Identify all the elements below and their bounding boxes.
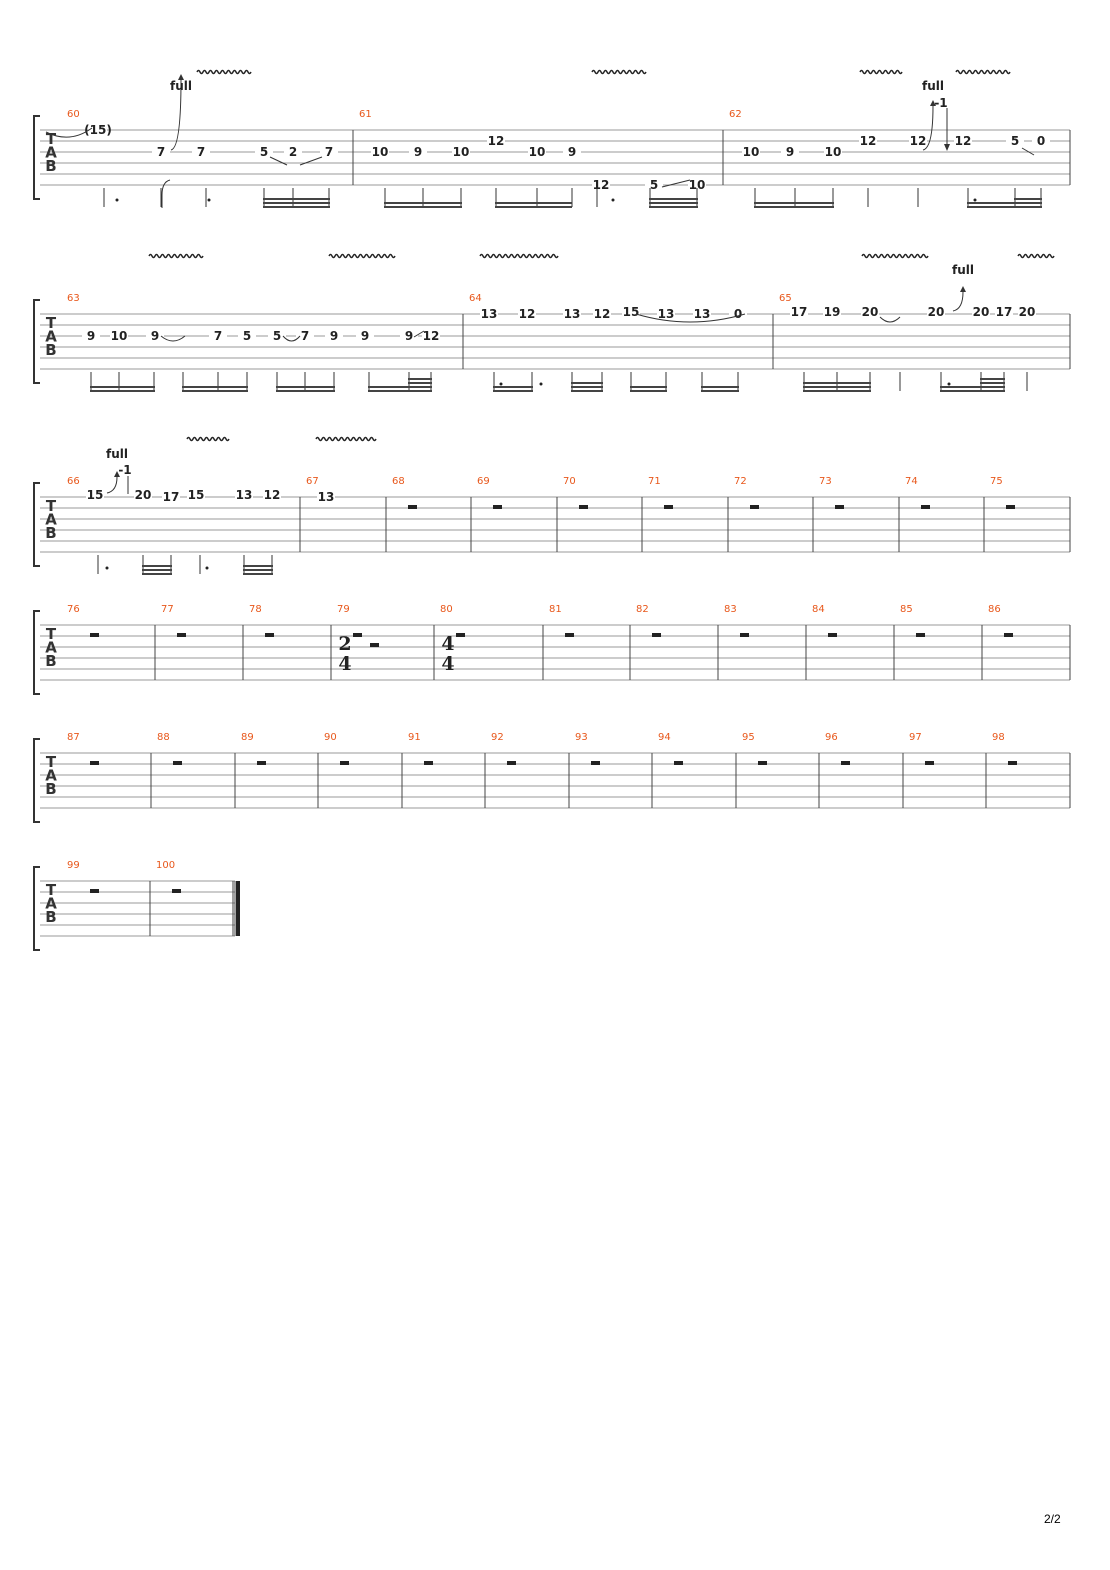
- system-bracket: [34, 300, 40, 383]
- fret-number: 17: [790, 305, 808, 319]
- measure-number: 92: [491, 732, 504, 743]
- page-number: 2/2: [1044, 1512, 1061, 1526]
- tab-clef-letter: B: [45, 341, 57, 359]
- vibrato-mark: [1018, 255, 1054, 258]
- slide: [270, 157, 287, 165]
- tie: [161, 336, 185, 341]
- note-beam: [263, 198, 330, 200]
- note-beam: [493, 390, 533, 392]
- measure-number: 82: [636, 604, 649, 615]
- rest: [456, 633, 465, 637]
- dot: [500, 383, 503, 386]
- measure-number: 98: [992, 732, 1005, 743]
- rest: [750, 505, 759, 509]
- note-beam: [495, 206, 572, 208]
- fret-number: 7: [324, 145, 334, 159]
- measure-number: 91: [408, 732, 421, 743]
- fret-number: 7: [300, 329, 310, 343]
- note-beam: [408, 390, 432, 392]
- bend-curve: [953, 292, 963, 311]
- fret-number: 9: [329, 329, 339, 343]
- rest: [674, 761, 683, 765]
- measure-number: 75: [990, 476, 1003, 487]
- note-beam: [243, 573, 273, 575]
- fret-number: 10: [688, 178, 706, 192]
- measure-number: 88: [157, 732, 170, 743]
- fret-number: 13: [317, 490, 335, 504]
- note-beam: [384, 206, 462, 208]
- measure-number: 70: [563, 476, 576, 487]
- rest: [565, 633, 574, 637]
- fret-number: 12: [518, 307, 536, 321]
- slide: [662, 180, 690, 187]
- measure-number: 73: [819, 476, 832, 487]
- bend-release-label: -1: [934, 96, 948, 110]
- rest: [177, 633, 186, 637]
- rest: [370, 643, 379, 647]
- time-signature-top: 2: [338, 633, 352, 655]
- vibrato-mark: [316, 438, 376, 441]
- rest: [1006, 505, 1015, 509]
- note-beam: [384, 202, 462, 204]
- note-beam: [649, 198, 698, 200]
- tab-clef-letter: A: [45, 766, 57, 785]
- rest: [916, 633, 925, 637]
- note-beam: [243, 565, 273, 567]
- measure-number: 100: [156, 860, 176, 871]
- measure-number: 90: [324, 732, 337, 743]
- measure-number: 95: [742, 732, 755, 743]
- dot: [106, 567, 109, 570]
- note-beam: [803, 386, 871, 388]
- fret-number: 20: [927, 305, 945, 319]
- dot: [540, 383, 543, 386]
- measure-number: 99: [67, 860, 80, 871]
- dot: [948, 383, 951, 386]
- dot: [612, 199, 615, 202]
- measure-number: 97: [909, 732, 922, 743]
- measure-number: 63: [67, 293, 80, 304]
- rest: [828, 633, 837, 637]
- fret-number: 10: [824, 145, 842, 159]
- fret-number: 12: [263, 488, 281, 502]
- fret-number: 20: [1018, 305, 1036, 319]
- fret-number: 5: [1010, 134, 1020, 148]
- measure-number: 69: [477, 476, 490, 487]
- vibrato-mark: [862, 255, 928, 258]
- measure-number: 65: [779, 293, 792, 304]
- fret-number: 13: [657, 307, 675, 321]
- system-bracket: [34, 116, 40, 199]
- note-beam: [1014, 206, 1042, 208]
- fret-number: 5: [272, 329, 282, 343]
- fret-number: 12: [487, 134, 505, 148]
- fret-number: 19: [823, 305, 841, 319]
- fret-number: 10: [371, 145, 389, 159]
- rest: [591, 761, 600, 765]
- fret-number: 5: [259, 145, 269, 159]
- rest: [835, 505, 844, 509]
- note-beam: [649, 206, 698, 208]
- fret-number: 12: [593, 307, 611, 321]
- note-beam: [1014, 202, 1042, 204]
- tab-clef-letter: B: [45, 652, 57, 670]
- note-beam: [754, 206, 834, 208]
- fret-number: 7: [196, 145, 206, 159]
- time-signature-top: 4: [441, 633, 455, 655]
- tab-clef-letter: A: [45, 510, 57, 529]
- note-beam: [630, 386, 667, 388]
- fret-number: 12: [909, 134, 927, 148]
- fret-number: 15: [622, 305, 640, 319]
- vibrato-mark: [592, 71, 646, 74]
- tab-clef-letter: T: [45, 881, 57, 899]
- measure-number: 67: [306, 476, 319, 487]
- fret-number: 9: [360, 329, 370, 343]
- note-beam: [182, 386, 248, 388]
- measure-number: 93: [575, 732, 588, 743]
- measure-number: 94: [658, 732, 671, 743]
- rest: [493, 505, 502, 509]
- fret-number: 12: [422, 329, 440, 343]
- dot: [116, 199, 119, 202]
- fret-number: 12: [859, 134, 877, 148]
- note-beam: [142, 565, 172, 567]
- tab-clef-letter: T: [45, 314, 57, 332]
- tab-clef-letter: A: [45, 894, 57, 913]
- rest: [1008, 761, 1017, 765]
- rest: [424, 761, 433, 765]
- fret-number: 5: [649, 178, 659, 192]
- measure-number: 68: [392, 476, 405, 487]
- rest: [90, 761, 99, 765]
- measure-number: 78: [249, 604, 262, 615]
- bend-label: full: [170, 79, 192, 93]
- measure-number: 96: [825, 732, 838, 743]
- system-bracket: [34, 739, 40, 822]
- fret-number: 20: [861, 305, 879, 319]
- fret-number: 17: [162, 490, 180, 504]
- tab-clef-letter: A: [45, 143, 57, 162]
- measure-number: 60: [67, 109, 80, 120]
- tab-clef-letter: T: [45, 625, 57, 643]
- note-beam: [649, 202, 698, 204]
- measure-number: 61: [359, 109, 372, 120]
- rest: [740, 633, 749, 637]
- rest: [758, 761, 767, 765]
- tab-clef-letter: A: [45, 327, 57, 346]
- note-beam: [701, 390, 739, 392]
- fret-number: 7: [213, 329, 223, 343]
- bend-label: full: [952, 263, 974, 277]
- tab-clef-letter: B: [45, 780, 57, 798]
- fret-number: 15: [187, 488, 205, 502]
- rest: [173, 761, 182, 765]
- time-signature-bottom: 4: [441, 653, 455, 675]
- measure-number: 79: [337, 604, 350, 615]
- fret-number: 10: [528, 145, 546, 159]
- note-beam: [1014, 198, 1042, 200]
- vibrato-mark: [956, 71, 1010, 74]
- time-signature-bottom: 4: [338, 653, 352, 675]
- fret-number: 20: [134, 488, 152, 502]
- tab-clef-letter: B: [45, 908, 57, 926]
- measure-number: 89: [241, 732, 254, 743]
- tab-clef-letter: T: [45, 497, 57, 515]
- rest: [1004, 633, 1013, 637]
- bend-arrowhead: [960, 286, 966, 292]
- note-beam: [495, 202, 572, 204]
- fret-number: 15: [86, 488, 104, 502]
- note-beam: [754, 202, 834, 204]
- measure-number: 64: [469, 293, 482, 304]
- measure-number: 76: [67, 604, 80, 615]
- tab-clef-letter: A: [45, 638, 57, 657]
- tab-clef-letter: T: [45, 753, 57, 771]
- rest: [664, 505, 673, 509]
- note-beam: [571, 390, 603, 392]
- note-beam: [980, 382, 1005, 384]
- fret-number: 7: [156, 145, 166, 159]
- fret-number: 17: [995, 305, 1013, 319]
- note-beam: [571, 382, 603, 384]
- grace-stroke: [162, 180, 170, 208]
- note-beam: [803, 382, 871, 384]
- measure-number: 66: [67, 476, 80, 487]
- rest: [579, 505, 588, 509]
- vibrato-mark: [480, 255, 558, 258]
- rest: [265, 633, 274, 637]
- vibrato-mark: [329, 255, 395, 258]
- rest: [925, 761, 934, 765]
- fret-number: 12: [954, 134, 972, 148]
- note-beam: [408, 378, 432, 380]
- note-beam: [276, 390, 335, 392]
- fret-number: 9: [404, 329, 414, 343]
- measure-number: 84: [812, 604, 825, 615]
- measure-number: 71: [648, 476, 661, 487]
- tab-clef-letter: B: [45, 524, 57, 542]
- measure-number: 86: [988, 604, 1001, 615]
- note-beam: [243, 569, 273, 571]
- vibrato-mark: [197, 71, 251, 74]
- rest: [652, 633, 661, 637]
- note-beam: [571, 386, 603, 388]
- fret-number: 13: [235, 488, 253, 502]
- tab-clef-letter: B: [45, 157, 57, 175]
- rest: [90, 889, 99, 893]
- rest: [921, 505, 930, 509]
- note-beam: [276, 386, 335, 388]
- final-barline-thick: [236, 881, 240, 936]
- vibrato-mark: [149, 255, 203, 258]
- note-beam: [408, 386, 432, 388]
- note-beam: [90, 390, 155, 392]
- bend-release-label: -1: [118, 463, 132, 477]
- note-beam: [263, 206, 330, 208]
- measure-number: 83: [724, 604, 737, 615]
- dot: [206, 567, 209, 570]
- bend-label: full: [922, 79, 944, 93]
- note-beam: [408, 382, 432, 384]
- measure-number: 77: [161, 604, 174, 615]
- fret-number: 10: [742, 145, 760, 159]
- fret-number: 13: [480, 307, 498, 321]
- vibrato-mark: [860, 71, 902, 74]
- note-beam: [142, 573, 172, 575]
- fret-number: 5: [242, 329, 252, 343]
- note-beam: [142, 569, 172, 571]
- rest: [408, 505, 417, 509]
- tie: [880, 317, 900, 322]
- fret-number: 12: [592, 178, 610, 192]
- system-bracket: [34, 483, 40, 566]
- release-arrowhead: [944, 144, 950, 151]
- note-beam: [980, 390, 1005, 392]
- note-beam: [263, 202, 330, 204]
- rest: [353, 633, 362, 637]
- fret-number: 10: [110, 329, 128, 343]
- note-beam: [182, 390, 248, 392]
- fret-number: 10: [452, 145, 470, 159]
- note-beam: [803, 390, 871, 392]
- fret-number: 2: [288, 145, 298, 159]
- tab-clef-letter: T: [45, 130, 57, 148]
- measure-number: 62: [729, 109, 742, 120]
- note-beam: [493, 386, 533, 388]
- measure-number: 72: [734, 476, 747, 487]
- fret-number: 9: [785, 145, 795, 159]
- fret-number: 9: [567, 145, 577, 159]
- rest: [172, 889, 181, 893]
- fret-number: 9: [413, 145, 423, 159]
- fret-number: 0: [1036, 134, 1046, 148]
- rest: [841, 761, 850, 765]
- slide: [300, 157, 322, 165]
- fret-number: 9: [150, 329, 160, 343]
- note-beam: [980, 378, 1005, 380]
- fret-number: 20: [972, 305, 990, 319]
- note-beam: [630, 390, 667, 392]
- fret-number: 0: [733, 307, 743, 321]
- fret-number: (15): [84, 123, 112, 137]
- dot: [208, 199, 211, 202]
- system-bracket: [34, 611, 40, 694]
- tie: [636, 314, 745, 322]
- rest: [507, 761, 516, 765]
- rest: [340, 761, 349, 765]
- measure-number: 81: [549, 604, 562, 615]
- fret-number: 13: [563, 307, 581, 321]
- fret-number: 9: [86, 329, 96, 343]
- rest: [257, 761, 266, 765]
- measure-number: 87: [67, 732, 80, 743]
- fret-number: 13: [693, 307, 711, 321]
- measure-number: 74: [905, 476, 918, 487]
- vibrato-mark: [187, 438, 229, 441]
- measure-number: 85: [900, 604, 913, 615]
- dot: [974, 199, 977, 202]
- note-beam: [90, 386, 155, 388]
- bend-label: full: [106, 447, 128, 461]
- measure-number: 80: [440, 604, 453, 615]
- note-beam: [701, 386, 739, 388]
- note-beam: [980, 386, 1005, 388]
- bend-curve: [107, 477, 117, 493]
- rest: [90, 633, 99, 637]
- system-bracket: [34, 867, 40, 950]
